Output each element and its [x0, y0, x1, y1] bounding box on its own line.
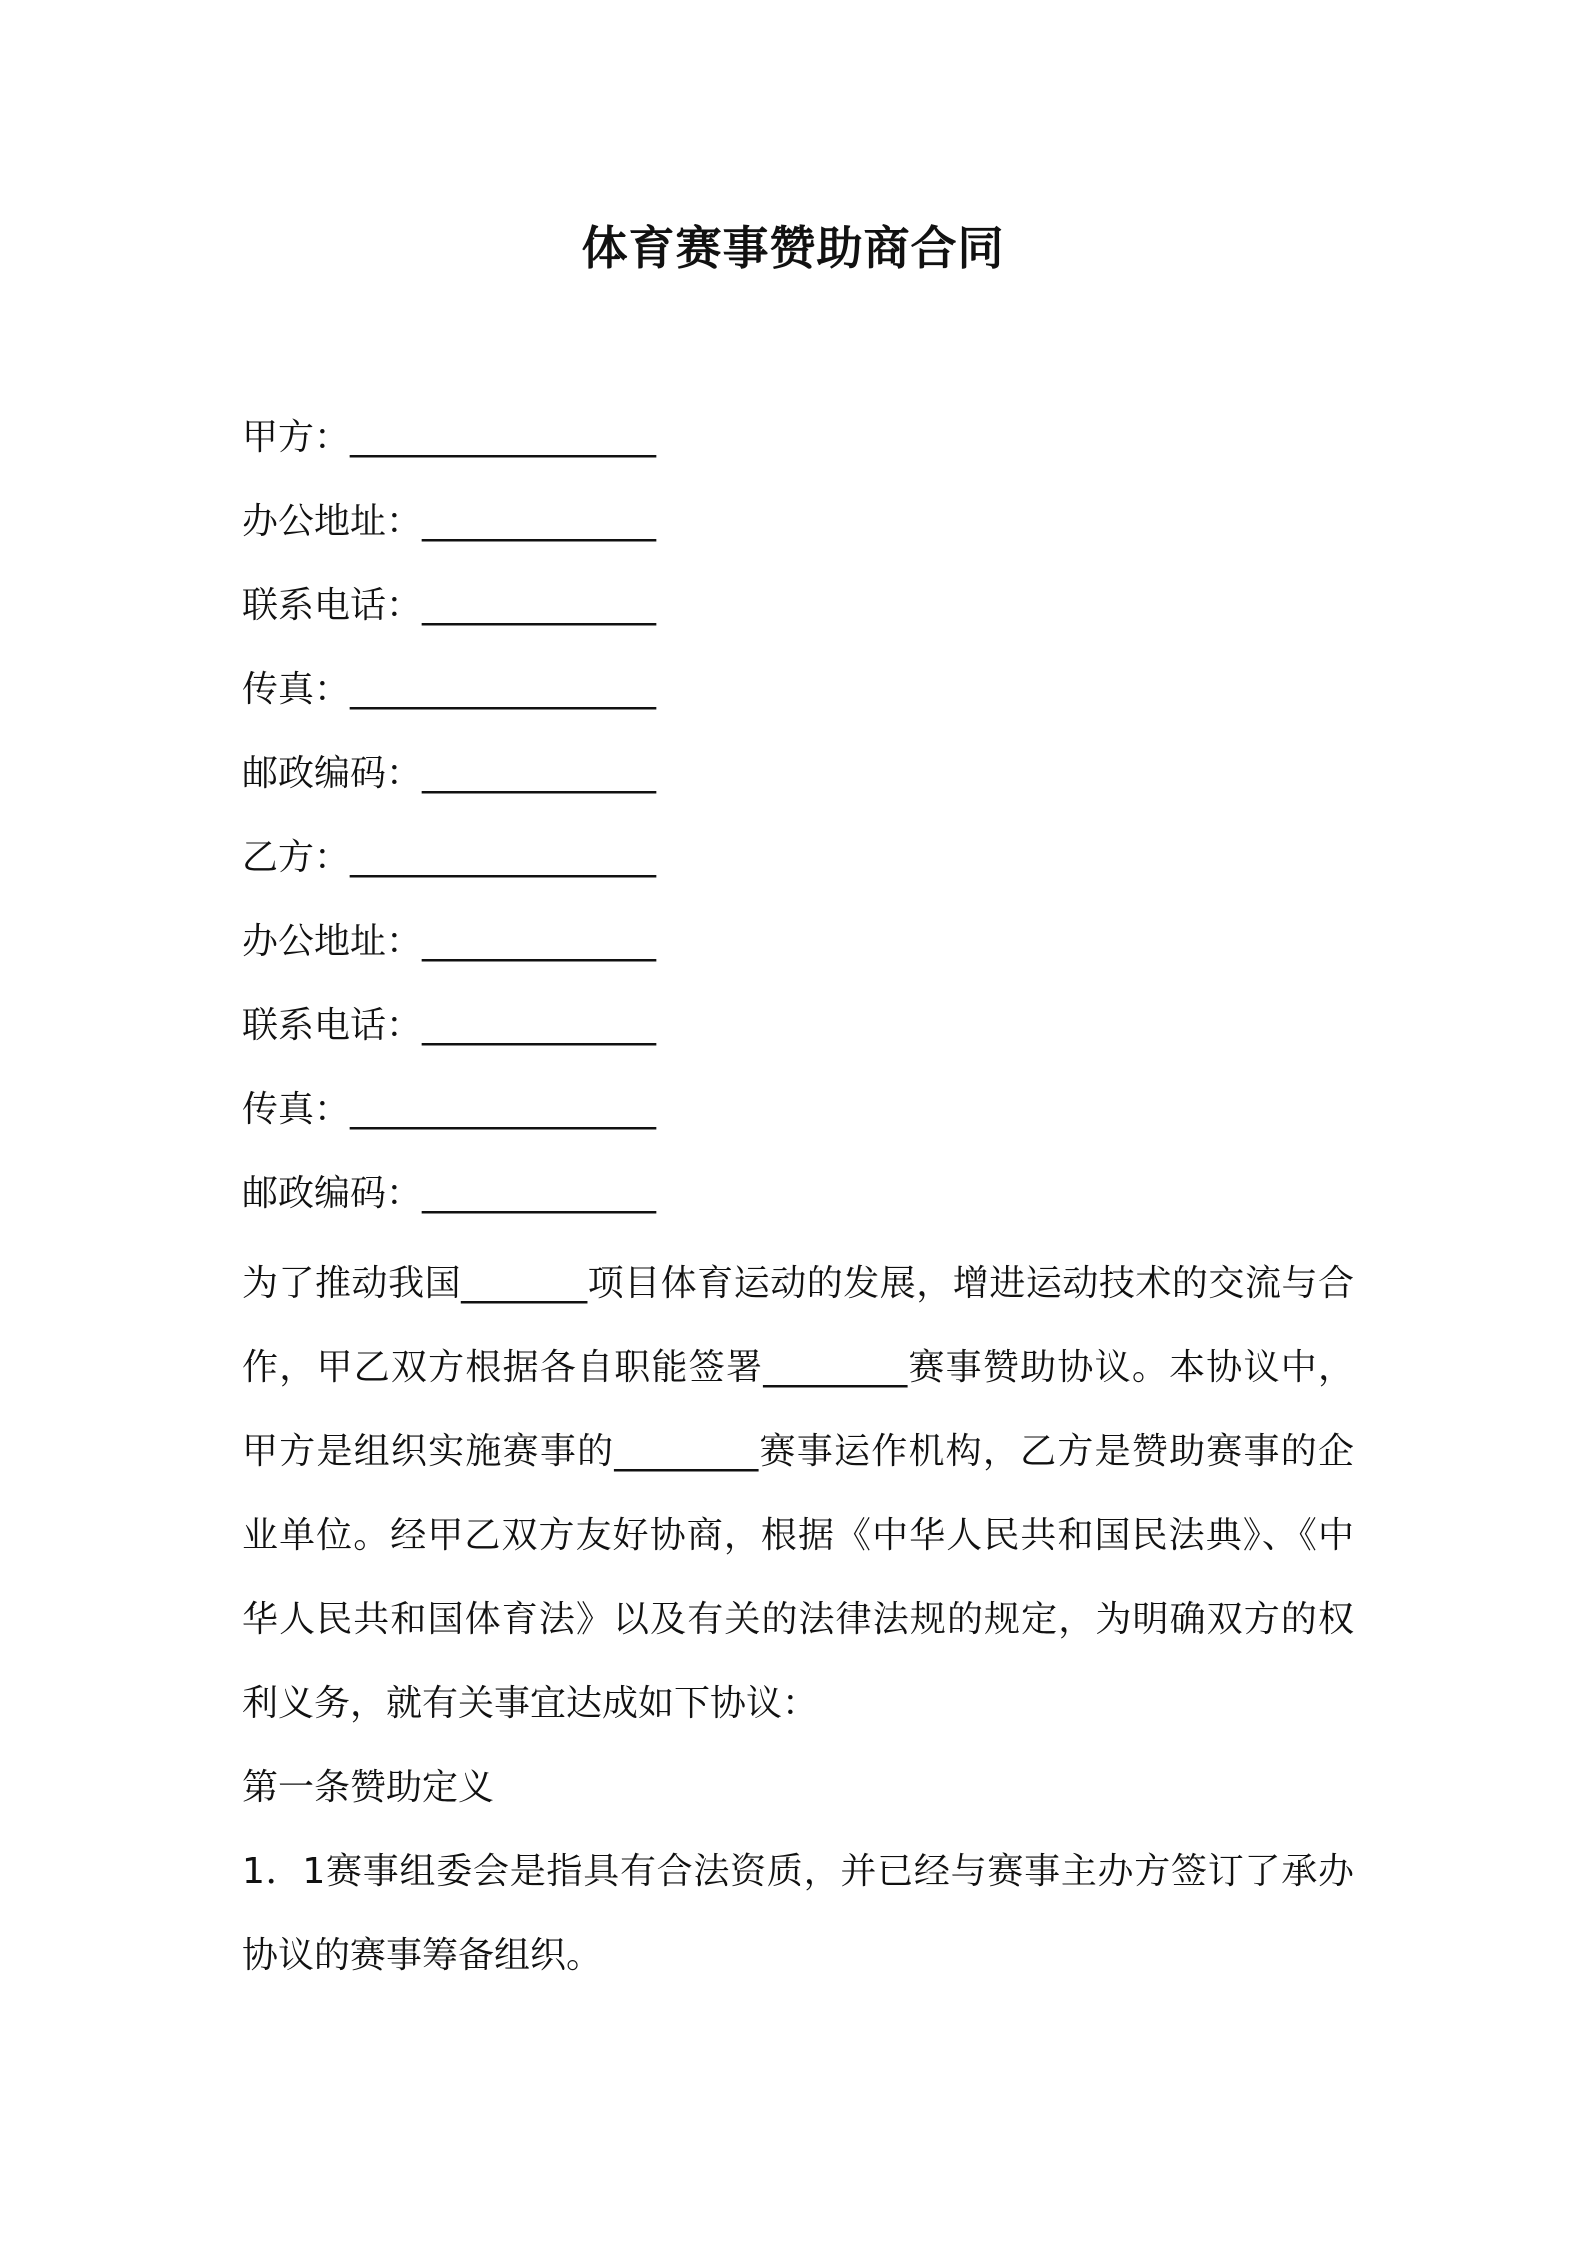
clause-paragraph: 1．1赛事组委会是指具有合法资质，并已经与赛事主办方签订了承办协议的赛事筹备组织。 — [242, 1851, 1354, 1976]
party-a-name-field: 甲方：_________________ — [242, 417, 657, 458]
contract-body — [242, 1242, 1354, 1998]
party-a-address-field: 办公地址：_____________ — [242, 501, 657, 542]
party-a-fax-field: 传真：_________________ — [242, 669, 657, 710]
party-b-address-field: 办公地址：_____________ — [242, 921, 657, 962]
party-b-name-field: 乙方：_________________ — [242, 837, 657, 878]
party-a-phone-field: 联系电话：_____________ — [242, 585, 657, 626]
party-b-fax-field: 传真：_________________ — [242, 1089, 657, 1130]
party-b-phone-field: 联系电话：_____________ — [242, 1005, 657, 1046]
document-title: 体育赛事赞助商合同 — [581, 221, 1005, 275]
article-heading: 第一条赞助定义 — [242, 1767, 495, 1808]
preamble-paragraph: 为了推动我国_______项目体育运动的发展，增进运动技术的交流与合作，甲乙双方根据各自职能签署________赛事赞助协议。本协议中，甲方是组织实施赛事的________赛事运作机构，乙方是赞助赛事的企业单位。经甲乙双方友好协商，根据《中华人民共和国民法典》、《中华人民共和国体育法》以及有关的法律法规的规定，为明确双方的权利义务，就有关事宜达成如下协议： — [242, 1263, 1354, 1724]
party-info-block — [242, 408, 656, 1248]
party-a-postcode-field: 邮政编码：_____________ — [242, 753, 657, 794]
party-b-postcode-field: 邮政编码：_____________ — [242, 1173, 657, 1214]
